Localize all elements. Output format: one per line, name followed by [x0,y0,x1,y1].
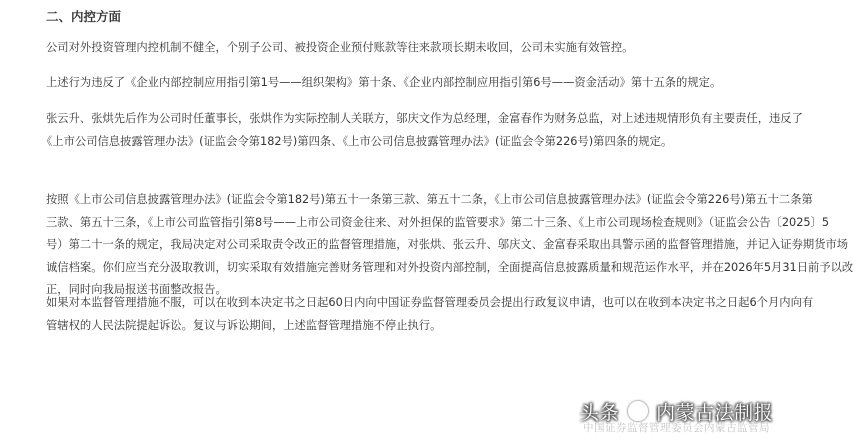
paragraph-appeal [46,292,814,337]
paragraph-line: 号）第二十一条的规定，我局决定对公司采取责令改正的监督管理措施，对张烘、张云升、邬庆文、金富春采取出具警示函的监督管理措施，并记入证券期货市场 [46,238,849,251]
paragraph-line: 正，同时向我局报送书面整改报告。 [46,283,227,296]
section-heading: 二、内控方面 [46,9,122,24]
watermark-publisher: 内蒙古法制报 [656,402,774,424]
source-watermark [580,398,773,425]
paragraph-line: 管辖权的人民法院提起诉讼。复议与诉讼期间，上述监督管理措施不停止执行。 [46,318,442,332]
paragraph-line: 公司对外投资管理内控机制不健全，个别子公司、被投资企业预付账款等往来款项长期未收回，公司未实施有效管控。 [46,41,634,54]
issuer-footer: 中国证券监督管理委员会内蒙古监管局 [583,422,770,434]
paragraph-line: 《上市公司信息披露管理办法》(证监会令第182号)第四条、《上市公司信息披露管理办法》(证监会令第226号)第四条的规定。 [41,134,673,148]
paragraph-violation [46,72,754,95]
paragraph-decision [46,189,853,302]
paragraph-line: 诚信档案。你们应当充分汲取教训，切实采取有效措施完善财务管理和对外投资内部控制，全面提高信息披露质量和规范运作水平，并在2026年5月31日前予以改 [46,260,853,274]
paragraph-line: 按照《上市公司信息披露管理办法》(证监会令第182号)第五十一条第三款、第五十二条，《上市公司信息披露管理办法》(证监会令第226号)第五十二条第 [46,193,813,206]
paragraph-responsibility [41,108,803,153]
paragraph-line: 上述行为违反了《企业内部控制应用指引第1号——组织架构》第十条、《企业内部控制应用指引第6号——资金活动》第十五条的规定。 [46,76,722,89]
paragraph-line: 张云升、张烘先后作为公司时任董事长，张烘作为实际控制人关联方，邬庆文作为总经理，金富春作为财务总监，对上述违规情形负有主要责任，违反了 [46,112,803,125]
paragraph-line: 三款、第五十三条，《上市公司监管指引第8号——上市公司资金往来、对外担保的监管要求》第二十三条、《上市公司现场检查规则》（证监会公告〔2025〕5 [46,215,830,229]
paragraph-control-deficiency [46,37,754,60]
at-icon [628,401,648,421]
paragraph-line: 如果对本监督管理措施不服，可以在收到本决定书之日起60日内向中国证券监督管理委员会提出行政复议申请，也可以在收到本决定书之日起6个月内向有 [46,296,814,309]
watermark-platform: 头条 [580,402,620,424]
